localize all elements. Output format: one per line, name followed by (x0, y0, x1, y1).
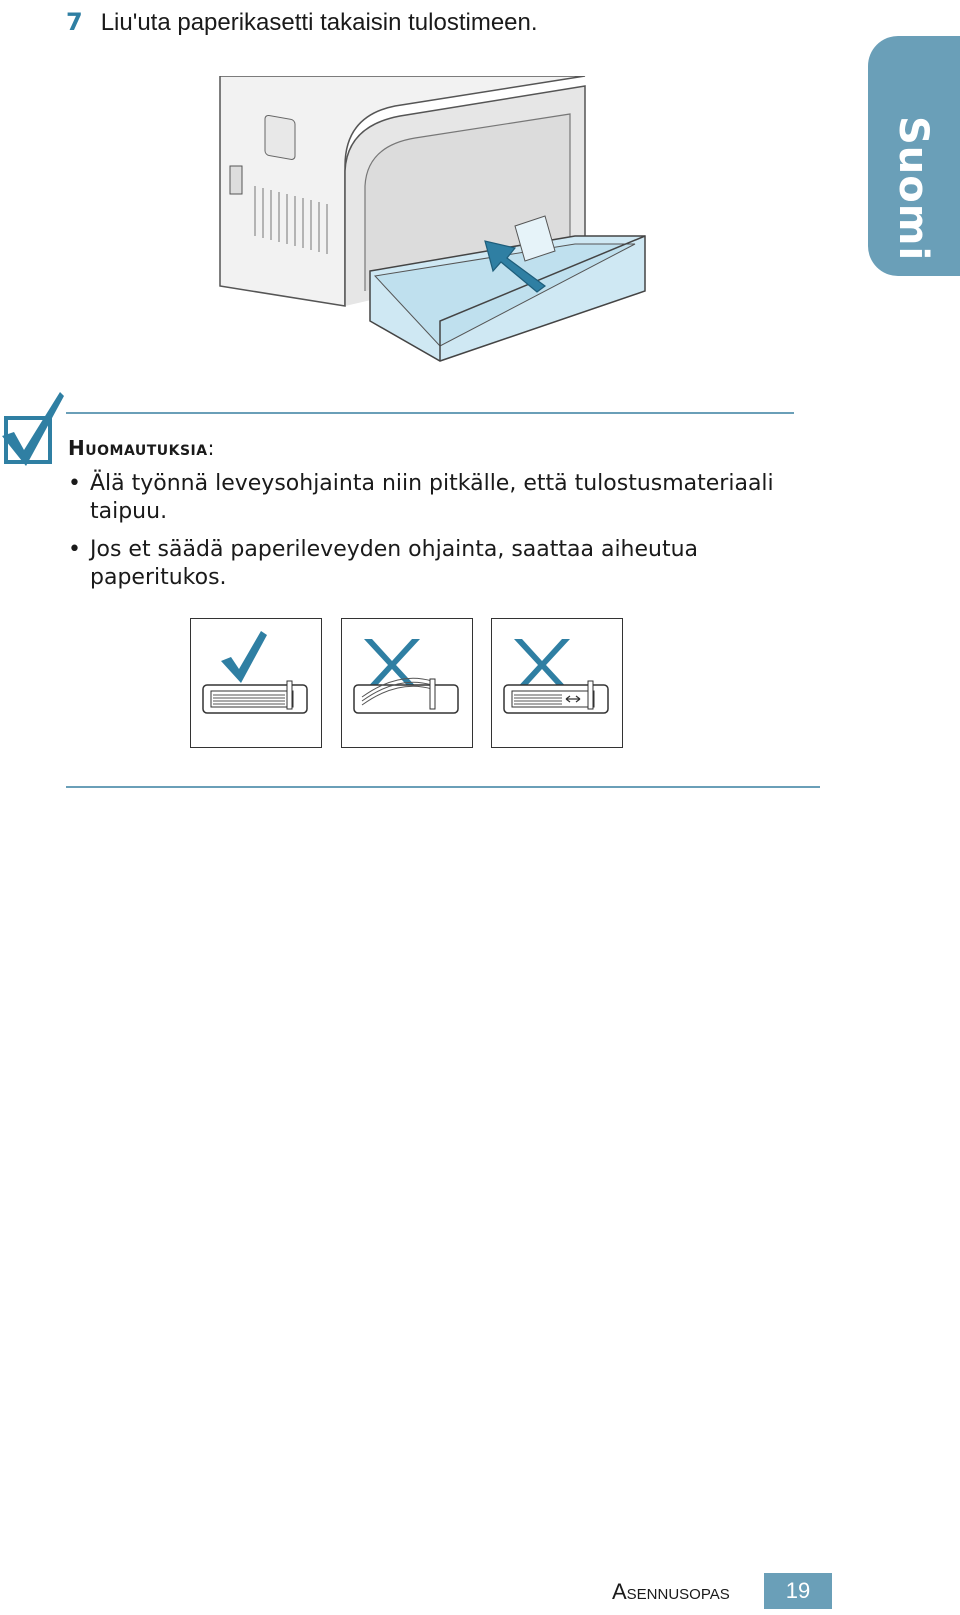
guide-correct-illustration (191, 619, 320, 746)
x-mark-icon (364, 639, 420, 691)
page-number: 19 (764, 1573, 832, 1609)
step-number: 7 (66, 8, 83, 36)
guide-correct-example (190, 618, 322, 748)
printer-illustration (215, 76, 665, 376)
note-bottom-rule (66, 786, 820, 788)
check-mark-icon (221, 631, 267, 683)
guide-wrong-example-bent (341, 618, 473, 748)
guide-wrong-example-loose (491, 618, 623, 748)
note-bullet-item: • Jos et säädä paperileveyden ohjainta, saattaa aiheutua paperitukos. (66, 536, 826, 592)
checkmark-note-icon (0, 388, 68, 472)
note-title-colon: : (207, 436, 215, 460)
note-bullet-item: • Älä työnnä leveysohjainta niin pitkälle, että tulostusmateriaali taipuu. (66, 470, 826, 526)
note-bullet-list (66, 470, 826, 602)
note-title-text: Huomautuksia (68, 436, 208, 460)
language-tab (868, 36, 960, 276)
step-heading (66, 4, 538, 41)
footer-label: Asennusopas (612, 1579, 730, 1604)
step-text: Liu'uta paperikasetti takaisin tulostimeen. (100, 9, 538, 36)
guide-wrong-bent-illustration (342, 619, 471, 746)
note-title (68, 436, 215, 460)
language-tab-label: Suomi (890, 116, 936, 262)
note-top-rule (66, 412, 794, 414)
guide-wrong-loose-illustration (492, 619, 621, 746)
x-mark-icon (514, 639, 570, 691)
